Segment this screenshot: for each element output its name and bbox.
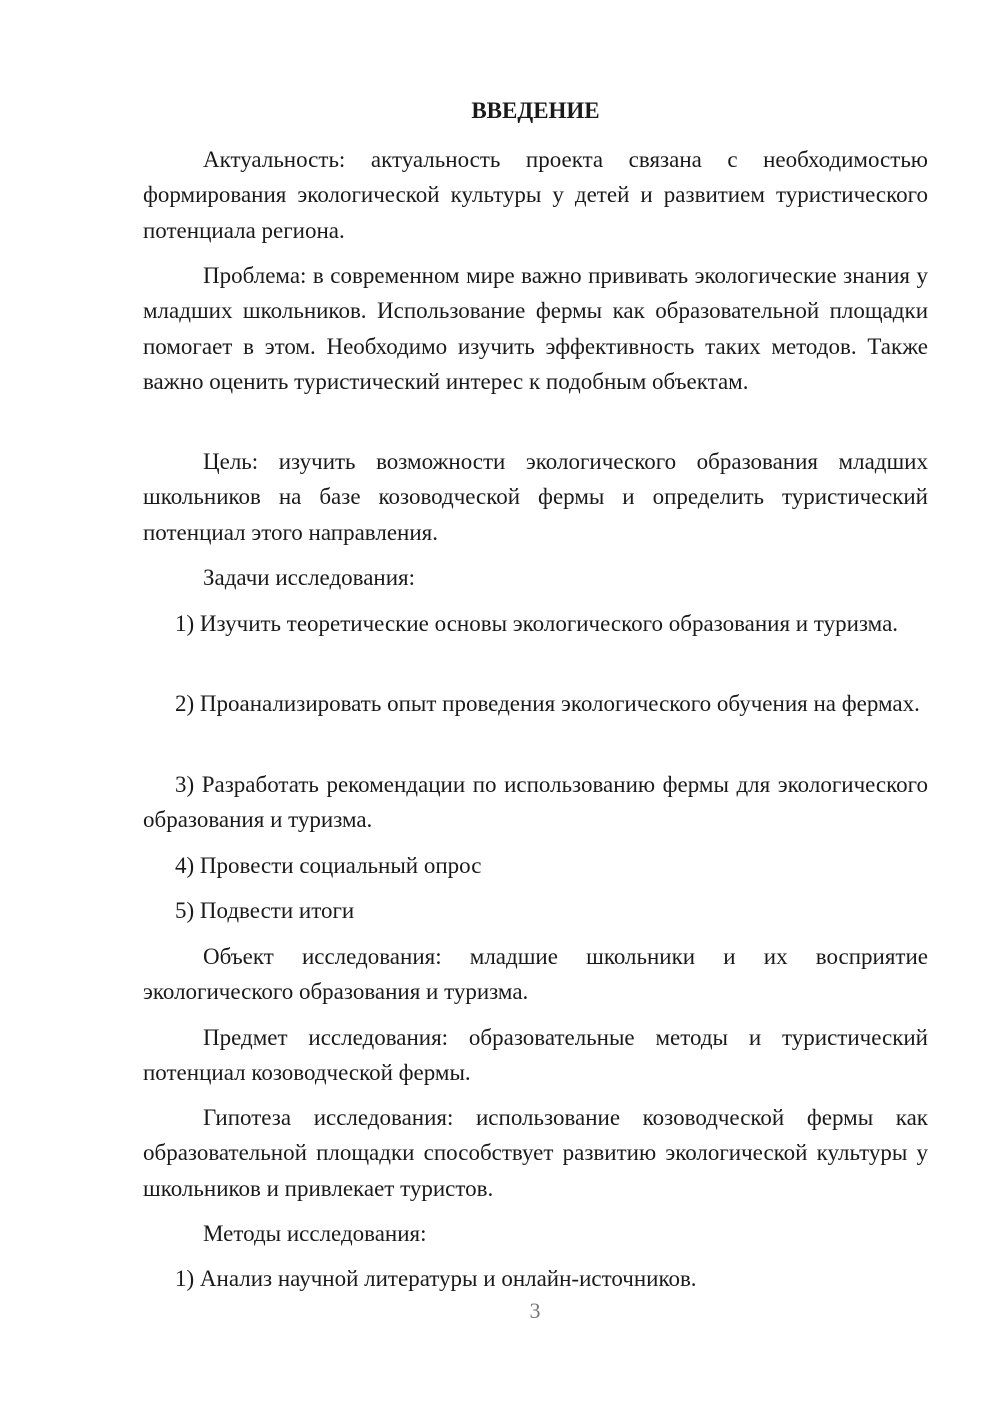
section-title: ВВЕДЕНИЕ <box>471 98 600 123</box>
paragraph-goal: Цель: изучить возможности экологического образования младших школьников на базе козоводческой фермы и определить туристический потенциал этого направления. <box>143 449 928 545</box>
paragraph-tasks-heading: Задачи исследования: <box>203 565 416 590</box>
list-item-task-2: 2) Проанализировать опыт проведения экологического обучения на фермах. <box>175 691 920 716</box>
paragraph-methods-heading: Методы исследования: <box>203 1221 427 1246</box>
list-item-task-3: 3) Разработать рекомендации по использованию фермы для экологического образования и туризма. <box>143 772 928 833</box>
list-item-task-4: 4) Провести социальный опрос <box>175 853 482 878</box>
paragraph-subject: Предмет исследования: образовательные методы и туристический потенциал козоводческой фермы. <box>143 1025 928 1086</box>
paragraph-relevance: Актуальность: актуальность проекта связана с необходимостью формирования экологической культуры у детей и развитием туристического потенциала региона. <box>143 147 928 243</box>
list-item-task-1: 1) Изучить теоретические основы экологического образования и туризма. <box>175 611 899 636</box>
list-item-method-1: 1) Анализ научной литературы и онлайн-источников. <box>175 1266 697 1291</box>
paragraph-object: Объект исследования: младшие школьники и их восприятие экологического образования и туризма. <box>143 944 928 1005</box>
paragraph-problem: Проблема: в современном мире важно прививать экологические знания у младших школьников. Использование фермы как образовательной площадки помогает в этом. Необходимо изучить эффективность таких методов. Также важно оценить туристический интерес к подобным объектам. <box>143 263 928 394</box>
page-number: 3 <box>529 1298 541 1323</box>
list-item-task-5: 5) Подвести итоги <box>175 898 355 923</box>
paragraph-hypothesis: Гипотеза исследования: использование козоводческой фермы как образовательной площадки способствует развитию экологической культуры у школьников и привлекает туристов. <box>143 1105 928 1201</box>
